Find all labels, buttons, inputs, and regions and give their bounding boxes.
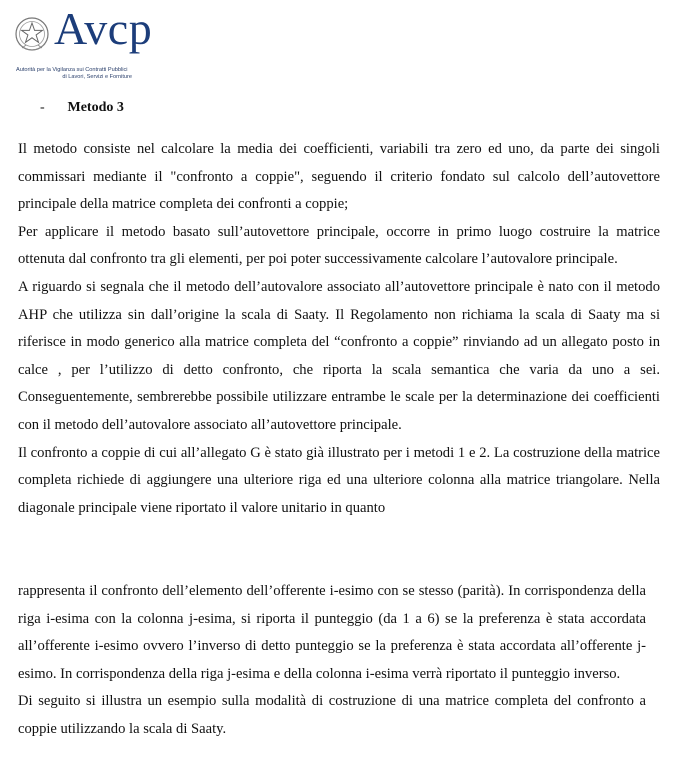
paragraph: Il metodo consiste nel calcolare la media dei coefficienti, variabili tra zero ed uno, da parte dei singoli commissari mediante il "confronto a coppie", seguendo il criterio fondato sul calcolo dell’autovettore principale della matrice completa dei confronti a coppie; [18, 141, 660, 213]
paragraph: Di seguito si illustra un esempio sulla modalità di costruzione di una matrice completa del confronto a coppie utilizzando la scala di Saaty. [18, 693, 646, 737]
brand-logo-text: Avcp [54, 3, 153, 54]
body-text-continued [18, 578, 646, 744]
section-title: Metodo 3 [67, 100, 124, 115]
tagline-line: di Lavori, Servizi e Forniture [62, 74, 132, 80]
section-bullet: - [40, 100, 45, 115]
emblem-icon [14, 14, 50, 58]
brand-tagline [16, 67, 176, 81]
paragraph: Il confronto a coppie di cui all’allegato G è stato già illustrato per i metodi 1 e 2. La costruzione della matrice completa richiede di aggiungere una ulteriore riga ed una ulteriore colonna alla matrice triangolare. Nella diagonale principale viene riportato il valore unitario in quanto [18, 444, 660, 516]
body-text [18, 136, 660, 522]
paragraph: rappresenta il confronto dell’elemento dell’offerente i-esimo con se stesso (parità). In corrispondenza della riga i-esima con la colonna j-esima, si riporta il punteggio (da 1 a 6) se la preferenza è stata accordata all’offerente i-esimo ovvero l’inverso di detto punteggio se la preferenza è stata accordata all’offerente j-esimo. In corrispondenza della riga j-esima e della colonna i-esima verrà riportato il punteggio inverso. [18, 583, 646, 682]
paragraph: Per applicare il metodo basato sull’autovettore principale, occorre in primo luogo costruire la matrice ottenuta dal confronto tra gli elementi, per poi poter successivamente calcolare l’autovalore principale. [18, 223, 660, 268]
document-header [14, 3, 214, 92]
tagline-line: Autorità per la Vigilanza sui Contratti Pubblici [16, 67, 128, 73]
section-heading [40, 100, 124, 116]
paragraph: A riguardo si segnala che il metodo dell’autovalore associato all’autovettore principale è nato con il metodo AHP che utilizza sin dall’origine la scala di Saaty. Il Regolamento non richiama la scala di Saaty ma si riferisce in modo generico alla matrice completa del “confronto a coppie” rinviando ad un allegato posto in calce , per l’utilizzo di detto confronto, che riporta la scala semantica che varia da uno a sei. Conseguentemente, sembrerebbe possibile utilizzare entrambe le scale per la determinazione dei coefficienti con il metodo dell’autovalore associato all’autovettore principale. [18, 278, 660, 433]
